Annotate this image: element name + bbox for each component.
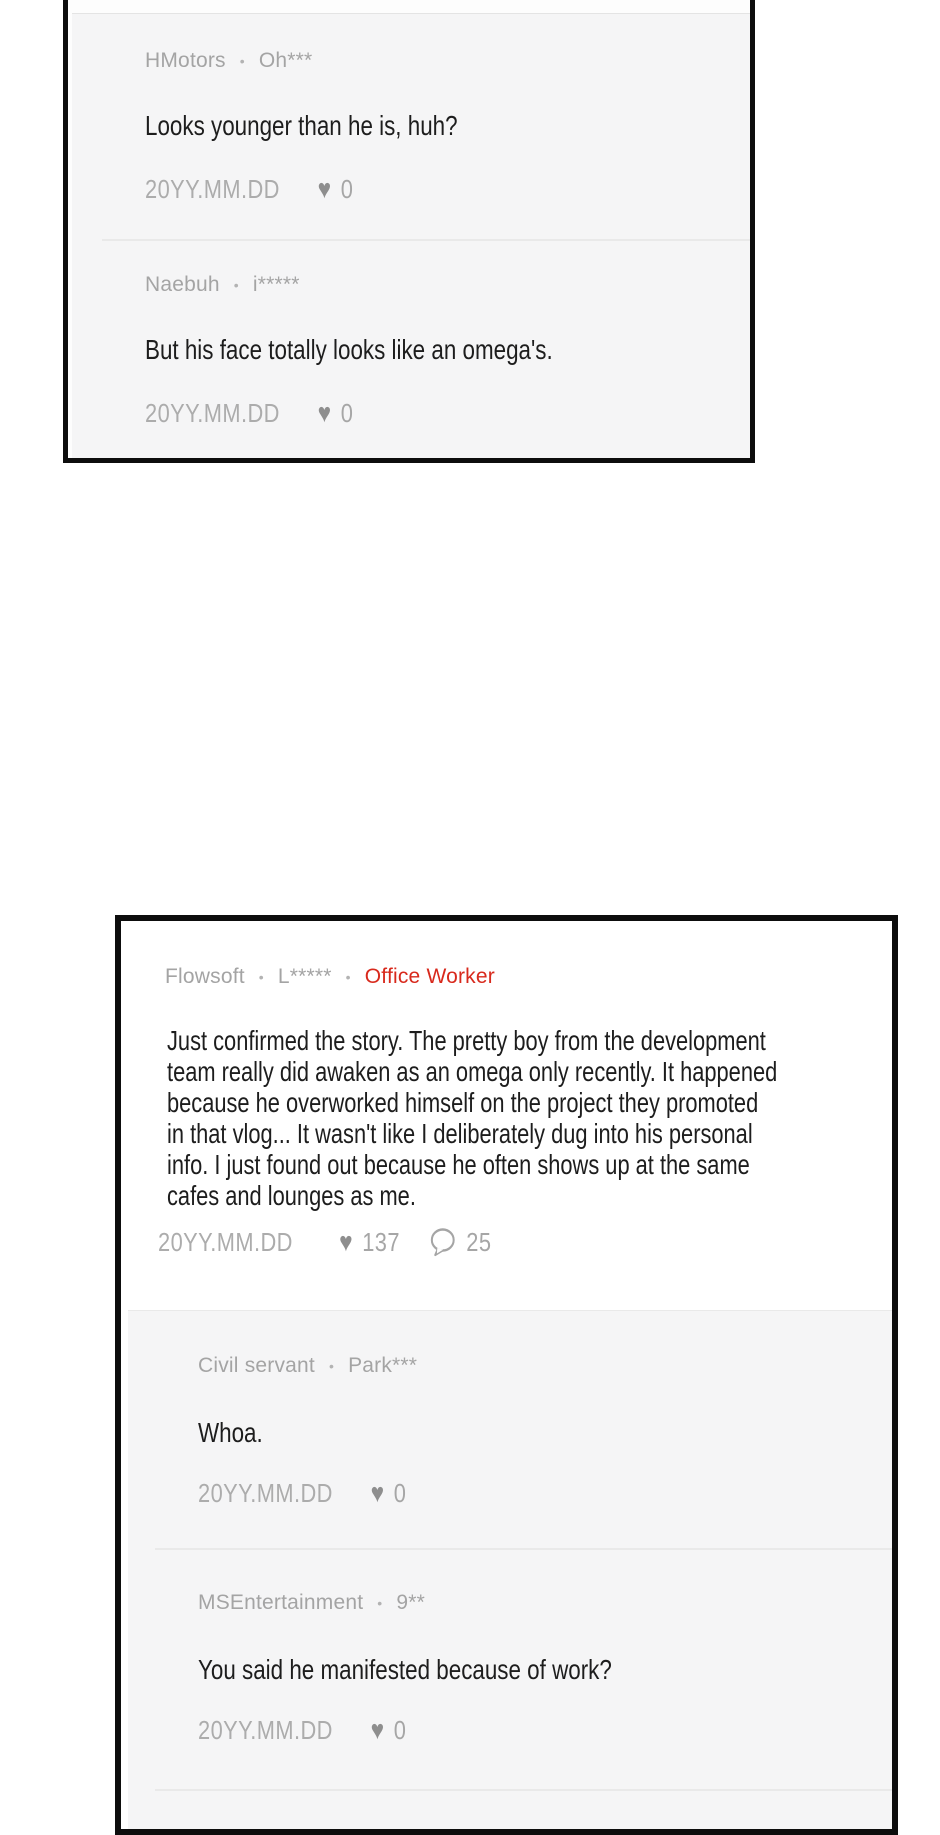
body-line: because he overworked himself on the project they promoted — [167, 1087, 759, 1118]
separator-dot-icon: • — [233, 277, 239, 293]
username[interactable]: HMotors — [145, 49, 226, 72]
body-line: info. I just found out because he often shows up at the same — [167, 1149, 750, 1180]
reply-meta — [198, 1478, 406, 1508]
body-line: cafes and lounges as me. — [167, 1180, 416, 1211]
masked-id: Park*** — [348, 1354, 418, 1377]
reply-body: Looks younger than he is, huh? — [145, 110, 458, 141]
reply-body: Whoa. — [198, 1417, 263, 1448]
body-line: Just confirmed the story. The pretty boy from the development — [167, 1025, 766, 1056]
like-count: 0 — [340, 398, 354, 428]
reply-divider — [155, 1548, 892, 1550]
list-item — [145, 49, 536, 204]
reply-divider — [155, 1789, 892, 1791]
heart-icon: ♥ — [339, 1226, 353, 1257]
username[interactable]: MSEntertainment — [198, 1591, 364, 1614]
comment-date: 20YY.MM.DD — [145, 174, 280, 204]
like-count: 0 — [393, 1715, 407, 1745]
reply-meta — [145, 398, 573, 428]
reply-count: 25 — [466, 1227, 492, 1257]
masked-id: Oh*** — [258, 49, 313, 72]
like-button[interactable] — [371, 1715, 407, 1745]
heart-icon: ♥ — [317, 173, 332, 204]
separator-dot-icon: • — [239, 53, 245, 69]
comment-date: 20YY.MM.DD — [198, 1715, 333, 1745]
reply-header — [198, 1354, 446, 1378]
reply-header — [145, 273, 655, 297]
occupation-badge: Office Worker — [364, 965, 495, 988]
separator-dot-icon: • — [328, 1358, 335, 1374]
like-button[interactable] — [339, 1227, 400, 1257]
reply-meta — [198, 1715, 633, 1745]
body-line: team really did awaken as an omega only recently. It happened — [167, 1056, 778, 1087]
like-button[interactable] — [371, 1478, 407, 1508]
reply-meta — [145, 174, 473, 204]
heart-icon: ♥ — [317, 397, 332, 428]
username[interactable]: Naebuh — [145, 273, 220, 296]
reply-section — [128, 1310, 892, 1829]
separator-dot-icon: • — [345, 969, 351, 985]
like-button[interactable] — [318, 174, 354, 204]
heart-icon: ♥ — [370, 1714, 385, 1745]
username[interactable]: Civil servant — [198, 1354, 315, 1377]
separator-dot-icon: • — [258, 969, 264, 985]
like-button[interactable] — [318, 398, 354, 428]
reply-count-button[interactable] — [429, 1227, 491, 1257]
comment-date: 20YY.MM.DD — [198, 1478, 333, 1508]
reply-header — [145, 49, 536, 73]
comment-date: 20YY.MM.DD — [158, 1227, 293, 1257]
comment-box-bottom — [115, 915, 898, 1835]
reply-header — [198, 1591, 715, 1615]
list-item — [198, 1354, 446, 1508]
comment-box-top — [63, 0, 755, 463]
main-comment-meta — [158, 1227, 491, 1257]
username[interactable]: Flowsoft — [165, 965, 245, 988]
separator-dot-icon: • — [377, 1595, 383, 1611]
masked-id: 9** — [396, 1591, 425, 1614]
reply-body: You said he manifested because of work? — [198, 1654, 612, 1685]
like-count: 137 — [362, 1227, 400, 1257]
masked-id: i***** — [252, 273, 300, 296]
comment-bubble-icon — [429, 1227, 458, 1257]
reply-section — [72, 13, 750, 458]
masked-id: L***** — [277, 965, 332, 988]
main-comment-header — [165, 965, 495, 989]
list-item — [198, 1591, 715, 1745]
reply-divider — [102, 239, 750, 241]
body-line: in that vlog... It wasn't like I deliberately dug into his personal — [167, 1118, 753, 1149]
reply-body: But his face totally looks like an omega's. — [145, 334, 553, 365]
main-comment-body — [167, 1025, 940, 1211]
list-item — [145, 273, 655, 428]
comment-date: 20YY.MM.DD — [145, 398, 280, 428]
heart-icon: ♥ — [370, 1477, 385, 1508]
like-count: 0 — [340, 174, 354, 204]
like-count: 0 — [393, 1478, 407, 1508]
